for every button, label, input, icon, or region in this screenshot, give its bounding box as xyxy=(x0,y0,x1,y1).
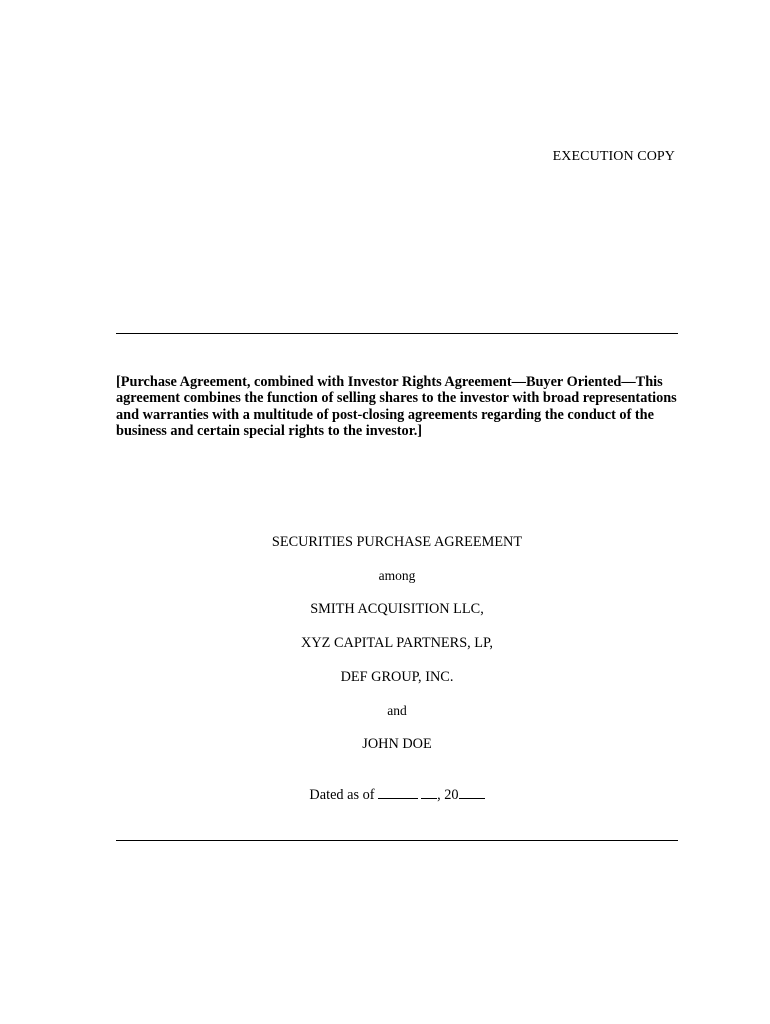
date-blank-day xyxy=(421,786,437,799)
party-smith-acquisition: SMITH ACQUISITION LLC, xyxy=(310,601,484,617)
agreement-title: SECURITIES PURCHASE AGREEMENT xyxy=(271,534,523,550)
and-text: and xyxy=(387,703,407,718)
dated-prefix: Dated as of xyxy=(309,787,375,803)
among-text: among xyxy=(378,568,416,583)
date-blank-year xyxy=(459,786,485,799)
party-def-group: DEF GROUP, INC. xyxy=(340,669,454,685)
date-blank-month xyxy=(378,786,418,799)
dated-comma-year: , 20 xyxy=(437,787,459,803)
dated-line xyxy=(116,786,678,804)
bottom-divider xyxy=(116,840,678,841)
party-john-doe: JOHN DOE xyxy=(362,736,432,752)
party-xyz-capital: XYZ CAPITAL PARTNERS, LP, xyxy=(301,635,493,651)
top-divider xyxy=(116,333,678,334)
agreement-description-note: [Purchase Agreement, combined with Investor Rights Agreement—Buyer Oriented—This agreement combines the function of selling shares to the investor with broad representations and warranties with a multitude of post-closing agreements regarding the conduct of the business and certain special rights to the investor.] xyxy=(116,374,677,440)
execution-copy-label: EXECUTION COPY xyxy=(552,149,675,164)
